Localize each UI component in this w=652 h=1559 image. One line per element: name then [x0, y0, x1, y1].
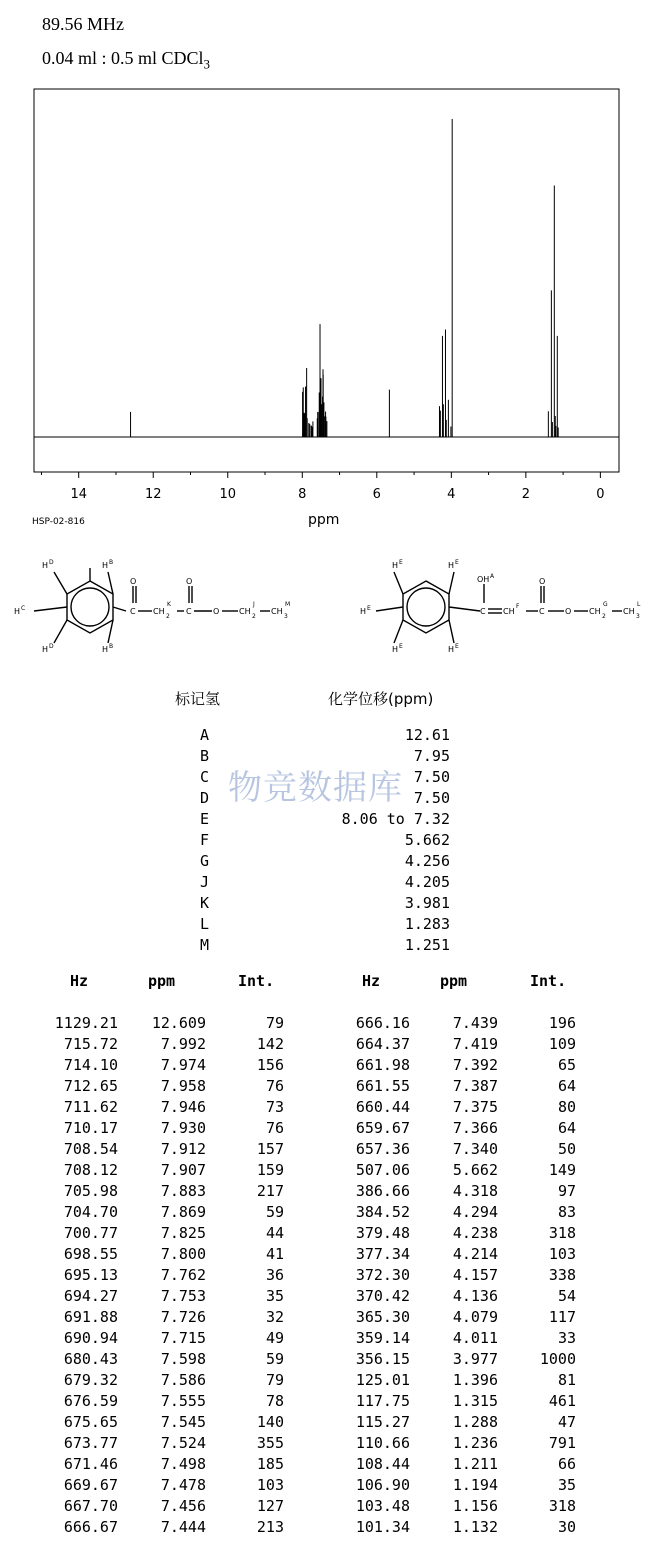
peak-ppm: 7.586	[160, 1371, 206, 1389]
peak-hz: 117.75	[355, 1392, 410, 1410]
spectrometer-frequency: 89.56 MHz	[42, 14, 124, 34]
peak-hz: 710.17	[63, 1119, 118, 1137]
peak-hz: 507.06	[355, 1161, 410, 1179]
keto-h-label: H	[42, 645, 49, 654]
enol-benzene-ring	[403, 581, 449, 633]
peak-intensity: 140	[256, 1413, 284, 1431]
peak-ppm: 1.396	[452, 1371, 498, 1389]
peak-ppm: 1.194	[452, 1476, 498, 1494]
peak-ppm: 7.392	[452, 1056, 498, 1074]
peak-intensity: 32	[265, 1308, 284, 1326]
peak-ppm: 7.907	[160, 1161, 206, 1179]
enol-hydroxyl: OH	[477, 575, 490, 584]
peak-ppm: 7.366	[452, 1119, 498, 1137]
peak-hz: 657.36	[355, 1140, 410, 1158]
peak-hz: 365.30	[355, 1308, 410, 1326]
keto-h-tag: M	[285, 601, 291, 608]
peak-ppm: 1.132	[452, 1518, 498, 1536]
peak-ppm: 1.288	[452, 1413, 498, 1431]
peak-hz: 666.67	[63, 1518, 118, 1536]
peak-ppm: 7.869	[160, 1203, 206, 1221]
peak-hz: 101.34	[355, 1518, 410, 1536]
peak-ppm: 7.444	[160, 1518, 206, 1536]
enol-h-tag: L	[637, 601, 641, 608]
enol-carbon: C	[539, 607, 545, 616]
peak-ppm: 7.498	[160, 1455, 206, 1473]
keto-subscript: 2	[252, 613, 256, 620]
peak-ppm: 7.478	[160, 1476, 206, 1494]
assignment-shift: 8.06 to 7.32	[341, 810, 450, 828]
assignment-label: C	[200, 768, 210, 786]
assignment-label: L	[200, 915, 210, 933]
keto-ch2: CH	[239, 607, 251, 616]
peak-intensity: 76	[265, 1077, 284, 1095]
peak-hz: 359.14	[355, 1329, 410, 1347]
peak-table-header: Int.	[238, 972, 275, 990]
assignment-shift: 1.283	[404, 915, 450, 933]
x-tick-label: 8	[298, 487, 307, 502]
peak-ppm: 7.456	[160, 1497, 206, 1515]
peak-hz: 106.90	[355, 1476, 410, 1494]
x-tick-label: 14	[70, 487, 87, 502]
enol-subscript: 2	[602, 613, 606, 620]
peak-intensity: 1000	[539, 1350, 576, 1368]
assignment-label: J	[200, 873, 210, 891]
peak-hz: 712.65	[63, 1077, 118, 1095]
peak-intensity: 217	[256, 1182, 284, 1200]
enol-ch2: CH	[589, 607, 601, 616]
peak-hz: 661.98	[355, 1056, 410, 1074]
peak-hz: 680.43	[63, 1350, 118, 1368]
peak-hz: 108.44	[355, 1455, 410, 1473]
assignment-label: B	[200, 747, 210, 765]
peak-intensity: 64	[557, 1119, 576, 1137]
peak-ppm: 7.753	[160, 1287, 206, 1305]
assignment-label: G	[200, 852, 210, 870]
peak-table-header: ppm	[148, 972, 176, 990]
peak-intensity: 80	[557, 1098, 576, 1116]
peak-hz: 669.67	[63, 1476, 118, 1494]
peak-hz: 379.48	[355, 1224, 410, 1242]
keto-h-label: H	[102, 561, 109, 570]
peak-ppm: 1.156	[452, 1497, 498, 1515]
enol-h-label: H	[448, 645, 455, 654]
x-tick-label: 10	[219, 487, 237, 502]
assignment-shift: 1.251	[404, 936, 450, 954]
peak-hz: 700.77	[63, 1224, 118, 1242]
peak-intensity: 33	[557, 1329, 576, 1347]
keto-subscript: 3	[284, 613, 288, 620]
peak-ppm: 1.236	[452, 1434, 498, 1452]
peak-hz: 110.66	[355, 1434, 410, 1452]
keto-structure	[12, 548, 312, 678]
peak-hz: 125.01	[355, 1371, 410, 1389]
peak-intensity: 49	[265, 1329, 284, 1347]
peak-hz: 659.67	[355, 1119, 410, 1137]
keto-carbon: C	[130, 607, 136, 616]
peak-intensity: 213	[256, 1518, 284, 1536]
assignment-row	[0, 894, 652, 915]
keto-h-label: H	[102, 645, 109, 654]
keto-oxygen: O	[213, 607, 220, 616]
peak-hz: 715.72	[63, 1035, 118, 1053]
peak-hz: 708.12	[63, 1161, 118, 1179]
assignment-label: M	[200, 936, 210, 954]
peak-intensity: 103	[256, 1476, 284, 1494]
keto-subscript: 2	[166, 613, 170, 620]
peak-hz: 694.27	[63, 1287, 118, 1305]
peak-intensity: 44	[265, 1224, 284, 1242]
keto-h-label: H	[14, 607, 21, 616]
peak-table-header: Hz	[362, 972, 381, 990]
enol-h-tag: E	[455, 643, 459, 650]
enol-h-tag: A	[490, 573, 495, 580]
enol-structure	[356, 548, 652, 678]
peak-intensity: 318	[548, 1497, 576, 1515]
peak-intensity: 149	[548, 1161, 576, 1179]
assignment-label-header: 标记氢	[175, 690, 221, 708]
assignment-row	[0, 915, 652, 936]
peak-hz: 698.55	[63, 1245, 118, 1263]
peak-intensity: 109	[548, 1035, 576, 1053]
assignment-row	[0, 810, 652, 831]
peak-hz: 384.52	[355, 1203, 410, 1221]
keto-h-tag: B	[109, 643, 114, 650]
assignment-shift: 5.662	[404, 831, 450, 849]
enol-subscript: 3	[636, 613, 640, 620]
enol-h-label: H	[392, 561, 399, 570]
peak-hz: 676.59	[63, 1392, 118, 1410]
peak-hz: 666.16	[355, 1014, 410, 1032]
peak-intensity: 59	[265, 1350, 284, 1368]
enol-h-label: H	[448, 561, 455, 570]
peak-ppm: 7.930	[160, 1119, 206, 1137]
peak-hz: 711.62	[63, 1098, 118, 1116]
peak-hz: 705.98	[63, 1182, 118, 1200]
peak-ppm: 4.318	[452, 1182, 498, 1200]
peak-intensity: 65	[557, 1056, 576, 1074]
peak-intensity: 83	[557, 1203, 576, 1221]
watermark: 物竞数据库	[228, 768, 403, 808]
peak-ppm: 7.598	[160, 1350, 206, 1368]
enol-h-tag: G	[603, 601, 608, 608]
peak-ppm: 7.340	[452, 1140, 498, 1158]
peak-hz: 377.34	[355, 1245, 410, 1263]
assignment-shift: 7.50	[413, 768, 450, 786]
peak-ppm: 7.555	[160, 1392, 206, 1410]
peak-ppm: 7.545	[160, 1413, 206, 1431]
x-tick-label: 6	[372, 487, 381, 502]
peak-hz: 372.30	[355, 1266, 410, 1284]
peak-intensity: 318	[548, 1224, 576, 1242]
assignment-row	[0, 873, 652, 894]
assignment-shift: 4.205	[404, 873, 450, 891]
assignment-label: D	[200, 789, 210, 807]
peak-hz: 679.32	[63, 1371, 118, 1389]
peak-hz: 673.77	[63, 1434, 118, 1452]
plot-frame	[34, 89, 619, 472]
peak-intensity: 156	[256, 1056, 284, 1074]
peak-ppm: 5.662	[452, 1161, 498, 1179]
x-tick-label: 0	[596, 487, 605, 502]
peak-ppm: 7.946	[160, 1098, 206, 1116]
peak-hz: 370.42	[355, 1287, 410, 1305]
enol-h-tag: E	[367, 605, 371, 612]
enol-h-tag: E	[399, 559, 403, 566]
assignment-row	[0, 936, 652, 957]
peak-intensity: 36	[265, 1266, 284, 1284]
x-axis-label: ppm	[308, 512, 340, 528]
peak-ppm: 4.294	[452, 1203, 498, 1221]
solvent-text: 0.04 ml : 0.5 ml CDCl	[42, 48, 204, 68]
peak-hz: 103.48	[355, 1497, 410, 1515]
keto-h-tag: C	[21, 605, 26, 612]
keto-ch2: CH	[153, 607, 165, 616]
peak-intensity: 50	[557, 1140, 576, 1158]
peak-intensity: 54	[557, 1287, 576, 1305]
peak-intensity: 185	[256, 1455, 284, 1473]
peak-ppm: 4.079	[452, 1308, 498, 1326]
peak-ppm: 4.136	[452, 1287, 498, 1305]
solvent-subscript: 3	[203, 56, 211, 72]
keto-h-tag: J	[253, 601, 255, 608]
peak-intensity: 157	[256, 1140, 284, 1158]
peak-ppm: 12.609	[151, 1014, 206, 1032]
peak-intensity: 41	[265, 1245, 284, 1263]
peak-hz: 356.15	[355, 1350, 410, 1368]
peak-ppm: 7.974	[160, 1056, 206, 1074]
peak-hz: 675.65	[63, 1413, 118, 1431]
assignment-label: E	[200, 810, 210, 828]
peak-ppm: 7.715	[160, 1329, 206, 1347]
peak-hz: 661.55	[355, 1077, 410, 1095]
peak-hz: 714.10	[63, 1056, 118, 1074]
enol-benzene-inner-circle	[407, 588, 445, 626]
peak-hz: 695.13	[63, 1266, 118, 1284]
keto-h-tag: D	[49, 643, 54, 650]
keto-h-tag: K	[167, 601, 171, 608]
peak-ppm: 7.419	[452, 1035, 498, 1053]
peak-hz: 664.37	[355, 1035, 410, 1053]
assignment-shift: 4.256	[404, 852, 450, 870]
peak-hz: 667.70	[63, 1497, 118, 1515]
peak-intensity: 196	[548, 1014, 576, 1032]
peak-ppm: 7.762	[160, 1266, 206, 1284]
peak-ppm: 7.825	[160, 1224, 206, 1242]
peak-ppm: 7.958	[160, 1077, 206, 1095]
enol-carbon: C	[480, 607, 486, 616]
peak-intensity: 64	[557, 1077, 576, 1095]
peak-intensity: 79	[265, 1014, 284, 1032]
peak-intensity: 97	[557, 1182, 576, 1200]
peak-intensity: 73	[265, 1098, 284, 1116]
keto-h-tag: D	[49, 559, 54, 566]
peak-ppm: 4.011	[452, 1329, 498, 1347]
x-tick-label: 12	[144, 487, 162, 502]
peak-ppm: 1.315	[452, 1392, 498, 1410]
peak-hz: 660.44	[355, 1098, 410, 1116]
keto-benzene-inner-circle	[71, 588, 109, 626]
peak-table-header: Int.	[530, 972, 567, 990]
peak-intensity: 791	[548, 1434, 576, 1452]
keto-benzene-ring	[67, 581, 113, 633]
enol-h-tag: E	[399, 643, 403, 650]
keto-oxygen: O	[186, 577, 193, 586]
peak-hz: 115.27	[355, 1413, 410, 1431]
peak-intensity: 355	[256, 1434, 284, 1452]
peak-intensity: 117	[548, 1308, 576, 1326]
assignment-row	[0, 852, 652, 873]
assignment-label: F	[200, 831, 210, 849]
keto-ch3: CH	[271, 607, 283, 616]
keto-carbon: C	[186, 607, 192, 616]
assignment-shift: 7.50	[413, 789, 450, 807]
peak-hz: 704.70	[63, 1203, 118, 1221]
peak-intensity: 30	[557, 1518, 576, 1536]
enol-oxygen: O	[565, 607, 572, 616]
peak-ppm: 7.992	[160, 1035, 206, 1053]
keto-h-tag: B	[109, 559, 114, 566]
enol-h-tag: E	[455, 559, 459, 566]
peak-intensity: 159	[256, 1161, 284, 1179]
peak-hz: 1129.21	[54, 1014, 118, 1032]
assignment-label: K	[200, 894, 210, 912]
x-tick-label: 2	[521, 487, 530, 502]
peak-ppm: 7.375	[452, 1098, 498, 1116]
peak-ppm: 7.912	[160, 1140, 206, 1158]
peak-ppm: 4.238	[452, 1224, 498, 1242]
peak-ppm: 7.800	[160, 1245, 206, 1263]
peak-ppm: 7.883	[160, 1182, 206, 1200]
peak-intensity: 66	[557, 1455, 576, 1473]
enol-ch: CH	[503, 607, 515, 616]
keto-oxygen: O	[130, 577, 137, 586]
peak-intensity: 79	[265, 1371, 284, 1389]
peak-ppm: 7.439	[452, 1014, 498, 1032]
peak-ppm: 4.157	[452, 1266, 498, 1284]
keto-h-label: H	[42, 561, 49, 570]
peak-ppm: 1.211	[452, 1455, 498, 1473]
assignment-shift: 3.981	[404, 894, 450, 912]
enol-ch3: CH	[623, 607, 635, 616]
peak-intensity: 338	[548, 1266, 576, 1284]
peak-hz: 691.88	[63, 1308, 118, 1326]
assignment-label: A	[200, 726, 210, 744]
assignment-row	[0, 726, 652, 747]
peak-table-header: ppm	[440, 972, 468, 990]
peak-intensity: 142	[256, 1035, 284, 1053]
peak-intensity: 35	[265, 1287, 284, 1305]
peak-intensity: 78	[265, 1392, 284, 1410]
peak-intensity: 127	[256, 1497, 284, 1515]
peak-intensity: 59	[265, 1203, 284, 1221]
nmr-spectrum-chart	[0, 0, 652, 540]
assignment-shift: 12.61	[404, 726, 450, 744]
peak-ppm: 7.387	[452, 1077, 498, 1095]
peak-intensity: 47	[557, 1413, 576, 1431]
assignment-shift-header: 化学位移(ppm)	[328, 690, 434, 708]
peak-ppm: 7.524	[160, 1434, 206, 1452]
peak-hz: 386.66	[355, 1182, 410, 1200]
peak-ppm: 3.977	[452, 1350, 498, 1368]
peak-table-header: Hz	[70, 972, 89, 990]
x-tick-label: 4	[447, 487, 456, 502]
assignment-shift: 7.95	[413, 747, 450, 765]
peak-hz: 690.94	[63, 1329, 118, 1347]
peak-intensity: 103	[548, 1245, 576, 1263]
enol-oxygen: O	[539, 577, 546, 586]
peak-intensity: 35	[557, 1476, 576, 1494]
assignment-row	[0, 831, 652, 852]
peak-hz: 671.46	[63, 1455, 118, 1473]
peak-ppm: 4.214	[452, 1245, 498, 1263]
peak-hz: 708.54	[63, 1140, 118, 1158]
enol-h-label: H	[360, 607, 367, 616]
peak-intensity: 81	[557, 1371, 576, 1389]
peak-ppm: 7.726	[160, 1308, 206, 1326]
enol-h-tag: F	[516, 603, 520, 610]
spectrum-code: HSP-02-816	[32, 517, 85, 527]
peak-intensity: 461	[548, 1392, 576, 1410]
peak-intensity: 76	[265, 1119, 284, 1137]
enol-h-label: H	[392, 645, 399, 654]
